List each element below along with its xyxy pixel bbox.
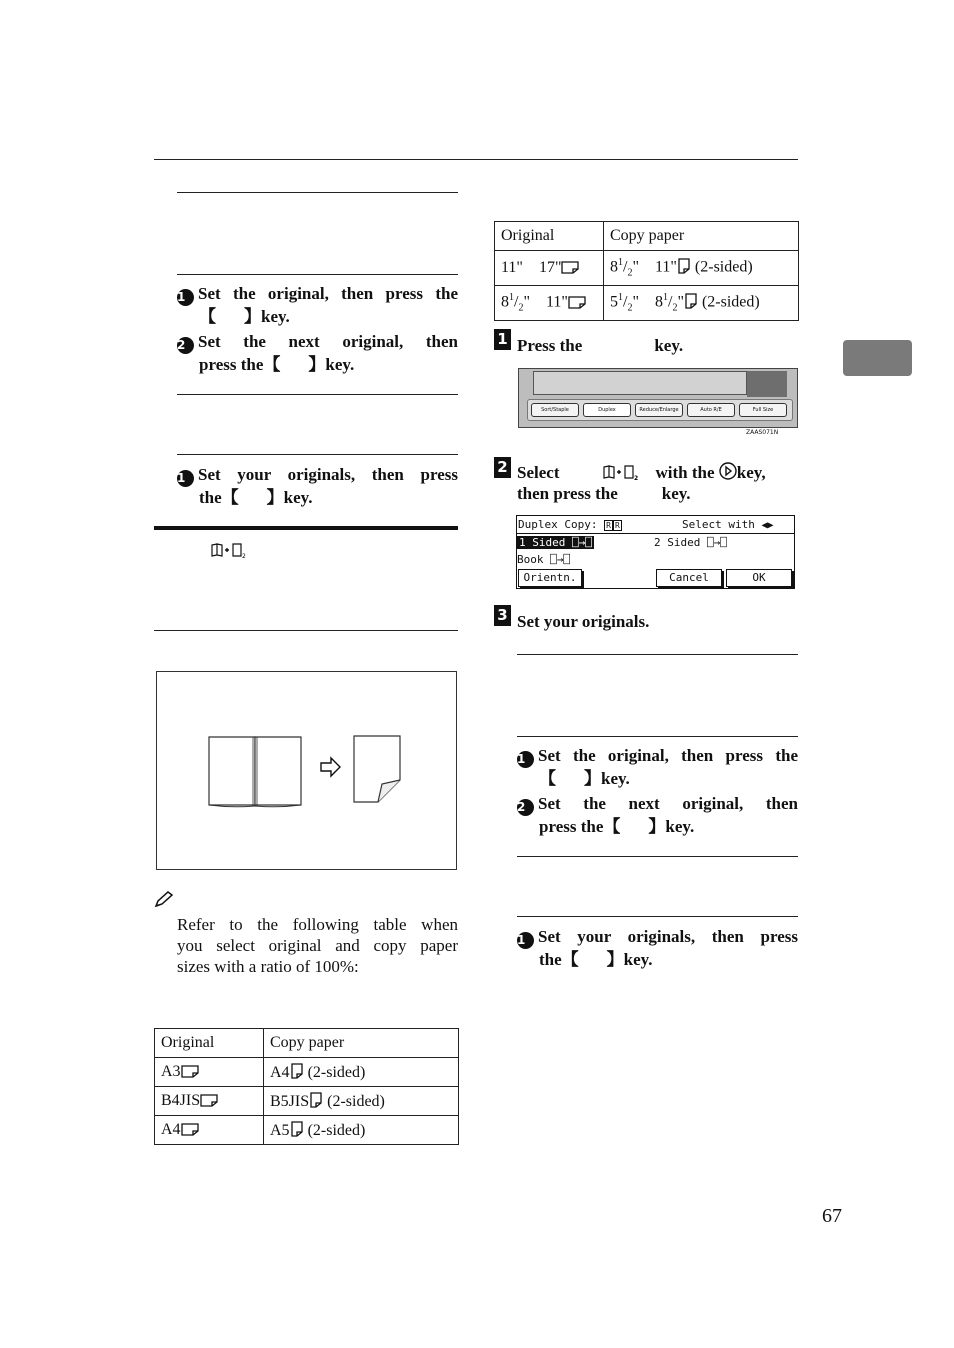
svg-text:2: 2 xyxy=(242,553,246,560)
book-to-duplex-icon xyxy=(603,464,643,480)
table-header: Original xyxy=(155,1029,264,1058)
auto-re-button[interactable]: Auto R/E xyxy=(687,403,735,417)
paper-size-table-inch xyxy=(494,221,799,321)
section-rule xyxy=(517,856,798,857)
step-number-glyph: 1 xyxy=(494,329,511,350)
table-row: B4JIS B5JIS (2-sided) xyxy=(155,1087,459,1116)
lcd-divider xyxy=(517,533,794,534)
landscape-paper-icon xyxy=(181,1122,199,1136)
substep-item: 1 Set your originals, then press the【 】key. xyxy=(177,465,458,507)
option-1-sided[interactable]: 1 Sided ⎕→⎕ xyxy=(519,536,592,549)
substep-item: 2 Set the next original, then press the【 】key. xyxy=(177,332,458,374)
section-rule xyxy=(177,394,458,395)
portrait-paper-icon xyxy=(684,293,698,309)
portrait-paper-icon xyxy=(309,1092,323,1108)
note-text: Refer to the following table when you select original and copy paper sizes with a ratio of 100%: xyxy=(177,915,458,976)
ok-button[interactable]: OK xyxy=(726,569,792,587)
landscape-paper-icon xyxy=(181,1064,199,1078)
table-header: Copy paper xyxy=(264,1029,459,1058)
circled-number-icon: 1 xyxy=(517,751,534,768)
control-panel-illustration xyxy=(518,368,798,428)
portrait-paper-icon xyxy=(290,1121,304,1137)
landscape-paper-icon xyxy=(200,1093,218,1107)
section-rule xyxy=(177,454,458,455)
section-rule xyxy=(177,274,458,275)
step-3-text: Set your originals. xyxy=(517,612,650,631)
table-header: Original xyxy=(495,222,604,251)
portrait-paper-icon xyxy=(290,1063,304,1079)
circled-number-icon: 2 xyxy=(517,799,534,816)
step-1-text: Press the key. xyxy=(517,336,684,355)
sort-staple-button[interactable]: Sort/Staple xyxy=(531,403,579,417)
chapter-tab xyxy=(843,340,912,376)
panel-dark-area xyxy=(747,371,787,397)
book-to-duplex-illustration xyxy=(156,671,457,870)
cancel-button[interactable]: Cancel xyxy=(656,569,722,587)
circled-number-icon: 1 xyxy=(177,470,194,487)
section-rule xyxy=(154,630,458,631)
step-number-glyph: 2 xyxy=(494,457,511,478)
substep-item: 1 Set your originals, then press the【 】key. xyxy=(517,927,798,969)
section-rule xyxy=(177,192,458,193)
circled-number-icon: 2 xyxy=(177,337,194,354)
reduce-enlarge-button[interactable]: Reduce/Enlarge xyxy=(635,403,683,417)
figure-code: ZAAS071N xyxy=(746,429,779,436)
option-2-sided[interactable]: 2 Sided ⎕→⎕ xyxy=(654,536,727,549)
orientation-button[interactable]: Orientn. xyxy=(518,569,582,587)
svg-text:2: 2 xyxy=(634,475,639,480)
substep-item: 1 Set the original, then press the 【 】key. xyxy=(177,284,458,326)
step-2-text: Select 2 with the key, then press the key. xyxy=(517,463,766,503)
step-number-glyph: 3 xyxy=(494,605,511,626)
book-to-duplex-icon xyxy=(211,542,251,560)
duplex-button[interactable]: Duplex xyxy=(583,403,631,417)
circled-number-icon: 1 xyxy=(177,289,194,306)
circled-number-icon: 1 xyxy=(517,932,534,949)
lcd-hint: Select with ◀▶ xyxy=(682,518,774,531)
portrait-paper-icon xyxy=(677,258,691,274)
paper-size-table xyxy=(154,1028,459,1145)
substep-item: 2 Set the next original, then press the【 】key. xyxy=(517,794,798,836)
table-row: $8^1/_2$" 11" $5^1/_2$" $8^1/_2$" (2-sided) xyxy=(495,286,799,321)
section-rule xyxy=(517,916,798,917)
table-row: 11" 17" $8^1/_2$" 11" (2-sided) xyxy=(495,251,799,286)
lcd-screen xyxy=(516,515,795,589)
table-row: A4 A5 (2-sided) xyxy=(155,1116,459,1145)
section-rule xyxy=(517,654,798,655)
section-rule xyxy=(517,736,798,737)
section-heading-rule xyxy=(154,526,458,530)
table-row: A3 A4 (2-sided) xyxy=(155,1058,459,1087)
page-number: 67 xyxy=(822,1205,842,1227)
landscape-paper-icon xyxy=(568,295,586,309)
right-arrow-key-icon xyxy=(719,462,737,480)
pencil-note-icon xyxy=(154,890,174,908)
full-size-button[interactable]: Full Size xyxy=(739,403,787,417)
landscape-paper-icon xyxy=(561,260,579,274)
table-header: Copy paper xyxy=(604,222,799,251)
substep-item: 1 Set the original, then press the 【 】key. xyxy=(517,746,798,788)
lcd-title: Duplex Copy: R R xyxy=(518,518,620,531)
option-book[interactable]: Book ⎕→⎕ xyxy=(517,553,570,566)
open-book-icon xyxy=(157,672,456,869)
panel-display-area xyxy=(533,371,747,395)
header-rule xyxy=(154,159,798,160)
